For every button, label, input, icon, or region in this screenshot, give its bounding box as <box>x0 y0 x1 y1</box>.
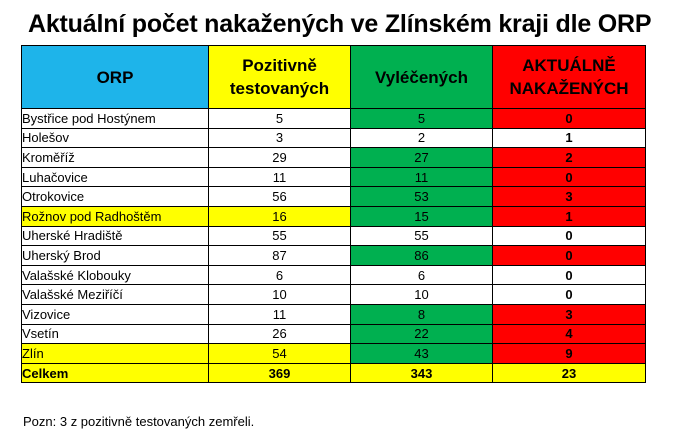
table-row <box>22 226 646 246</box>
table-row <box>22 265 646 285</box>
orp-name-cell: Uherské Hradiště <box>22 226 209 246</box>
table-row <box>22 324 646 344</box>
active-cell: 3 <box>493 187 646 207</box>
recovered-cell: 53 <box>351 187 493 207</box>
table-row <box>22 285 646 305</box>
orp-name-cell: Luhačovice <box>22 167 209 187</box>
recovered-cell: 43 <box>351 344 493 364</box>
header-orp: ORP <box>22 46 209 109</box>
recovered-cell: 55 <box>351 226 493 246</box>
orp-name-cell: Uherský Brod <box>22 246 209 266</box>
positive-cell: 54 <box>209 344 351 364</box>
table-row <box>22 109 646 129</box>
positive-cell: 10 <box>209 285 351 305</box>
active-cell: 4 <box>493 324 646 344</box>
active-cell: 0 <box>493 265 646 285</box>
active-cell: 0 <box>493 167 646 187</box>
recovered-cell: 22 <box>351 324 493 344</box>
positive-cell: 5 <box>209 109 351 129</box>
positive-cell: 11 <box>209 304 351 324</box>
orp-name-cell: Otrokovice <box>22 187 209 207</box>
active-cell: 2 <box>493 148 646 168</box>
positive-cell: 26 <box>209 324 351 344</box>
positive-cell: 11 <box>209 167 351 187</box>
orp-cases-table <box>21 45 646 383</box>
table-row <box>22 167 646 187</box>
active-cell: 0 <box>493 246 646 266</box>
active-cell: 1 <box>493 206 646 226</box>
table-row <box>22 128 646 148</box>
active-cell: 3 <box>493 304 646 324</box>
recovered-cell: 5 <box>351 109 493 129</box>
table-row <box>22 187 646 207</box>
recovered-cell: 6 <box>351 265 493 285</box>
recovered-cell: 10 <box>351 285 493 305</box>
orp-name-cell: Valašské Klobouky <box>22 265 209 285</box>
positive-cell: 87 <box>209 246 351 266</box>
orp-name-cell: Rožnov pod Radhoštěm <box>22 206 209 226</box>
active-cell: 9 <box>493 344 646 364</box>
header-recovered: Vyléčených <box>351 46 493 109</box>
active-cell: 0 <box>493 109 646 129</box>
table-header-row <box>22 46 646 109</box>
recovered-cell: 27 <box>351 148 493 168</box>
positive-cell: 16 <box>209 206 351 226</box>
recovered-cell: 86 <box>351 246 493 266</box>
header-active: AKTUÁLNĚ NAKAŽENÝCH <box>493 46 646 109</box>
positive-cell: 56 <box>209 187 351 207</box>
orp-name-cell: Vizovice <box>22 304 209 324</box>
table-row <box>22 148 646 168</box>
orp-name-cell: Kroměříž <box>22 148 209 168</box>
page-title: Aktuální počet nakažených ve Zlínském kraji dle ORP <box>28 10 652 38</box>
footnote: Pozn: 3 z pozitivně testovaných zemřeli. <box>23 414 255 429</box>
orp-name-cell: Holešov <box>22 128 209 148</box>
recovered-cell: 15 <box>351 206 493 226</box>
positive-cell: 6 <box>209 265 351 285</box>
orp-name-cell: Vsetín <box>22 324 209 344</box>
recovered-cell: 8 <box>351 304 493 324</box>
orp-name-cell: Valašské Meziříčí <box>22 285 209 305</box>
recovered-cell: 2 <box>351 128 493 148</box>
positive-cell: 55 <box>209 226 351 246</box>
table-body <box>22 109 646 383</box>
active-cell: 0 <box>493 226 646 246</box>
table-row <box>22 304 646 324</box>
table-row <box>22 246 646 266</box>
table-row <box>22 206 646 226</box>
positive-cell: 29 <box>209 148 351 168</box>
total-recovered-cell: 343 <box>351 363 493 383</box>
total-row <box>22 363 646 383</box>
table-row <box>22 344 646 364</box>
header-positive: Pozitivně testovaných <box>209 46 351 109</box>
orp-name-cell: Zlín <box>22 344 209 364</box>
total-positive-cell: 369 <box>209 363 351 383</box>
active-cell: 1 <box>493 128 646 148</box>
positive-cell: 3 <box>209 128 351 148</box>
total-orp-name-cell: Celkem <box>22 363 209 383</box>
recovered-cell: 11 <box>351 167 493 187</box>
total-active-cell: 23 <box>493 363 646 383</box>
active-cell: 0 <box>493 285 646 305</box>
orp-name-cell: Bystřice pod Hostýnem <box>22 109 209 129</box>
